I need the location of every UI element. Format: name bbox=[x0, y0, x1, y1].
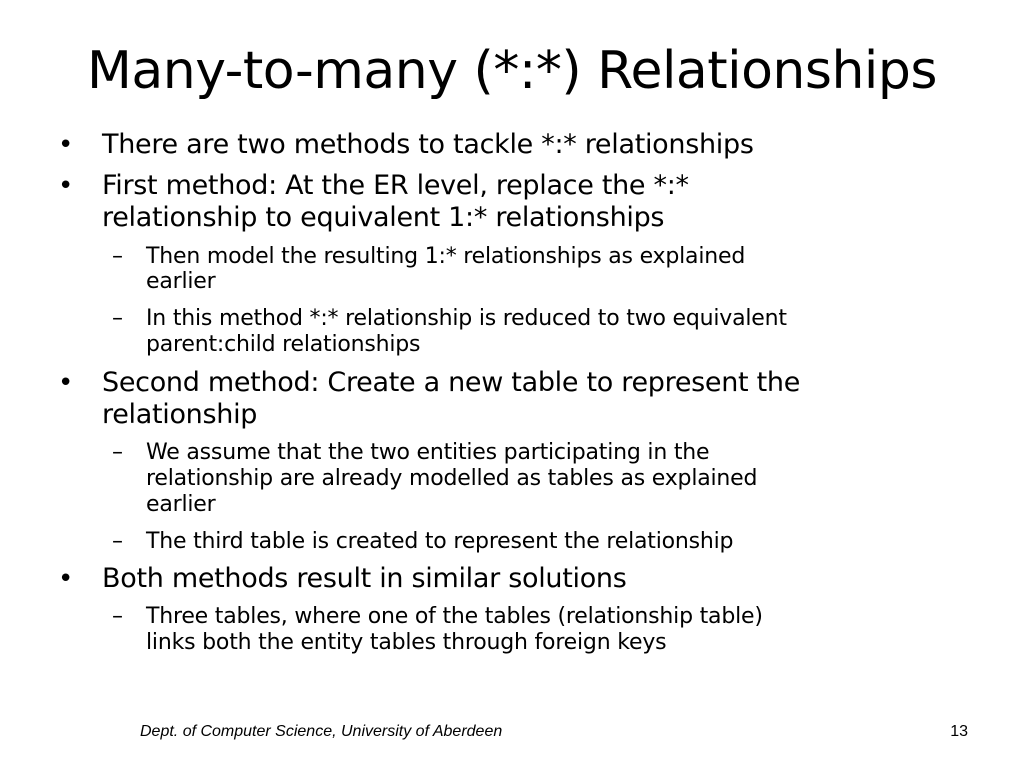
bullet-3-text-line-1: Second method: Create a new table to represent the bbox=[102, 367, 801, 398]
sub-bullet-marker: – bbox=[112, 306, 123, 331]
bullet-marker: • bbox=[58, 171, 74, 201]
sub-bullet-marker: – bbox=[112, 440, 123, 465]
bullet-marker: • bbox=[58, 130, 74, 160]
sub-bullet-marker: – bbox=[112, 604, 123, 629]
bullet-4-text: Both methods result in similar solutions bbox=[102, 563, 627, 594]
bullet-marker: • bbox=[58, 368, 74, 398]
sub-bullet-2-2-line-1: In this method *:* relationship is reduced to two equivalent bbox=[146, 306, 787, 331]
sub-bullet-4-1-line-1: Three tables, where one of the tables (relationship table) bbox=[146, 604, 763, 629]
sub-bullet-2-2-line-2: parent:child relationships bbox=[146, 332, 421, 357]
bullet-2-text-line-2: relationship to equivalent 1:* relationships bbox=[102, 202, 665, 233]
bullet-marker: • bbox=[58, 564, 74, 594]
sub-bullet-3-2-line-1: The third table is created to represent the relationship bbox=[146, 529, 734, 554]
page-number: 13 bbox=[950, 723, 968, 740]
sub-bullet-2-1-line-1: Then model the resulting 1:* relationships as explained bbox=[146, 244, 746, 269]
sub-bullet-marker: – bbox=[112, 244, 123, 269]
sub-bullet-4-1-line-2: links both the entity tables through foreign keys bbox=[146, 630, 667, 655]
bullet-2-text-line-1: First method: At the ER level, replace the *:* bbox=[102, 170, 689, 201]
bullet-1-text: There are two methods to tackle *:* relationships bbox=[102, 129, 754, 160]
sub-bullet-3-1-line-3: earlier bbox=[146, 492, 216, 517]
bullet-3-text-line-2: relationship bbox=[102, 399, 258, 430]
sub-bullet-3-1-line-1: We assume that the two entities participating in the bbox=[146, 440, 710, 465]
sub-bullet-2-1-line-2: earlier bbox=[146, 269, 216, 294]
slide-title: Many-to-many (*:*) Relationships bbox=[87, 41, 937, 101]
footer-department: Dept. of Computer Science, University of Aberdeen bbox=[140, 723, 503, 740]
sub-bullet-marker: – bbox=[112, 529, 123, 554]
sub-bullet-3-1-line-2: relationship are already modelled as tables as explained bbox=[146, 466, 758, 491]
